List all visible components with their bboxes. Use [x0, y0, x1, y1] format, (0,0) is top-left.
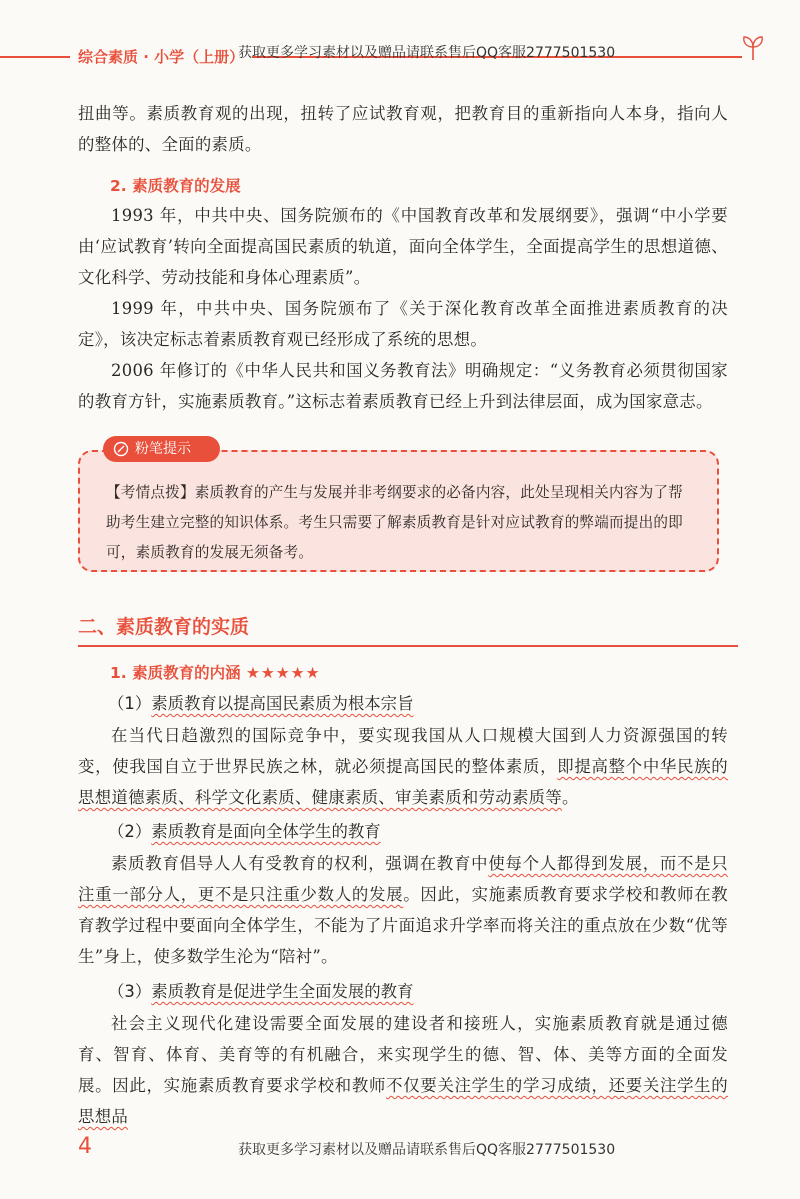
point-3-body-a: 社会主义现代化建设需要全面发展的建设者和接班人，实施素质教育就是通过德育、智育、体育、美育等的有机融合，来实现学生的德、智、体、美等方面的全面发展。因此，实施素质教育要求学校和教师	[78, 1014, 728, 1095]
tip-tab	[103, 436, 220, 462]
point-3-body	[78, 1008, 728, 1132]
footer-watermark: 获取更多学习素材以及赠品请联系售后QQ客服2777501530	[238, 1142, 616, 1158]
page-number: 4	[78, 1134, 92, 1159]
book-title: 综合素质 · 小学（上册）	[70, 46, 252, 67]
point-1-title	[108, 690, 413, 714]
paragraph-2006: 2006 年修订的《中华人民共和国义务教育法》明确规定：“义务教育必须贯彻国家的教育方针，实施素质教育。”这标志着素质教育已经上升到法律层面，成为国家意志。	[78, 361, 728, 411]
point-3-title	[108, 978, 413, 1002]
point-2-body-highlight: 使每个人都得到发展，而不是只注重一部分人，更不是只注重少数人的发展	[78, 854, 728, 904]
paragraph-1999: 1999 年，中共中央、国务院颁布了《关于深化教育改革全面推进素质教育的决定》，该决定标志着素质教育观已经形成了系统的思想。	[78, 299, 728, 349]
point-1-number: （1）	[108, 694, 152, 713]
point-1-body-a: 在当代日趋激烈的国际竞争中，要实现我国从人口规模大国到人力资源强国的转变，使我国自立于世界民族之林，就必须提高国民的整体素质，	[78, 726, 728, 776]
point-1-title-text: 素质教育以提高国民素质为根本宗旨	[151, 694, 414, 713]
sprout-icon	[742, 34, 764, 60]
section-heading: 二、素质教育的实质	[78, 616, 250, 638]
point-1-body-highlight: 即提高整个中华民族的思想道德素质、科学文化素质、健康素质、审美素质和劳动素质等	[78, 757, 729, 807]
point-3-number: （3）	[108, 982, 152, 1001]
header-watermark: 获取更多学习素材以及赠品请联系售后QQ客服2777501530	[238, 45, 616, 61]
tip-text: 【考情点拨】素质教育的产生与发展并非考纲要求的必备内容，此处呈现相关内容为了帮助考生建立完整的知识体系。考生只需要了解素质教育是针对应试教育的弊端而提出的即可，素质教育的发展无须备考。	[106, 484, 683, 561]
lightbulb-icon	[113, 441, 129, 457]
subsection-heading	[110, 661, 320, 683]
intro-paragraph: 扭曲等。素质教育观的出现，扭转了应试教育观，把教育目的重新指向人本身，指向人的整体的、全面的素质。	[78, 104, 728, 154]
point-2-number: （2）	[108, 822, 152, 841]
point-1-body	[78, 720, 728, 813]
paragraph-1993: 1993 年，中共中央、国务院颁布的《中国教育改革和发展纲要》，强调“中小学要由‘应试教育’转向全面提高国民素质的轨道，面向全体学生，全面提高学生的思想道德、文化科学、劳动技能和身体心理素质”。	[78, 206, 728, 287]
subsection-heading-text: 1. 素质教育的内涵	[110, 664, 241, 682]
point-2-title-text: 素质教育是面向全体学生的教育	[151, 822, 381, 841]
point-2-title	[108, 818, 381, 842]
point-1-body-c: 。	[562, 788, 579, 807]
section-heading-rule	[78, 645, 738, 647]
point-2-body-c: 。因此，实施素质教育要求学校和教师在教育教学过程中要面向全体学生，不能为了片面追求升学率而将关注的重点放在少数“优等生”身上，使多数学生沦为“陪衬”。	[78, 885, 729, 966]
point-3-body-highlight: 不仅要关注学生的学习成绩，还要关注学生的思想品	[78, 1076, 728, 1126]
point-2-body	[78, 848, 728, 972]
tip-tab-label: 粉笔提示	[135, 441, 191, 457]
point-2-body-a: 素质教育倡导人人有受教育的权利，强调在教育中	[111, 854, 489, 873]
point-3-title-text: 素质教育是促进学生全面发展的教育	[151, 982, 414, 1001]
rating-stars: ★★★★★	[245, 664, 321, 682]
section-2-heading: 2. 素质教育的发展	[110, 177, 241, 195]
